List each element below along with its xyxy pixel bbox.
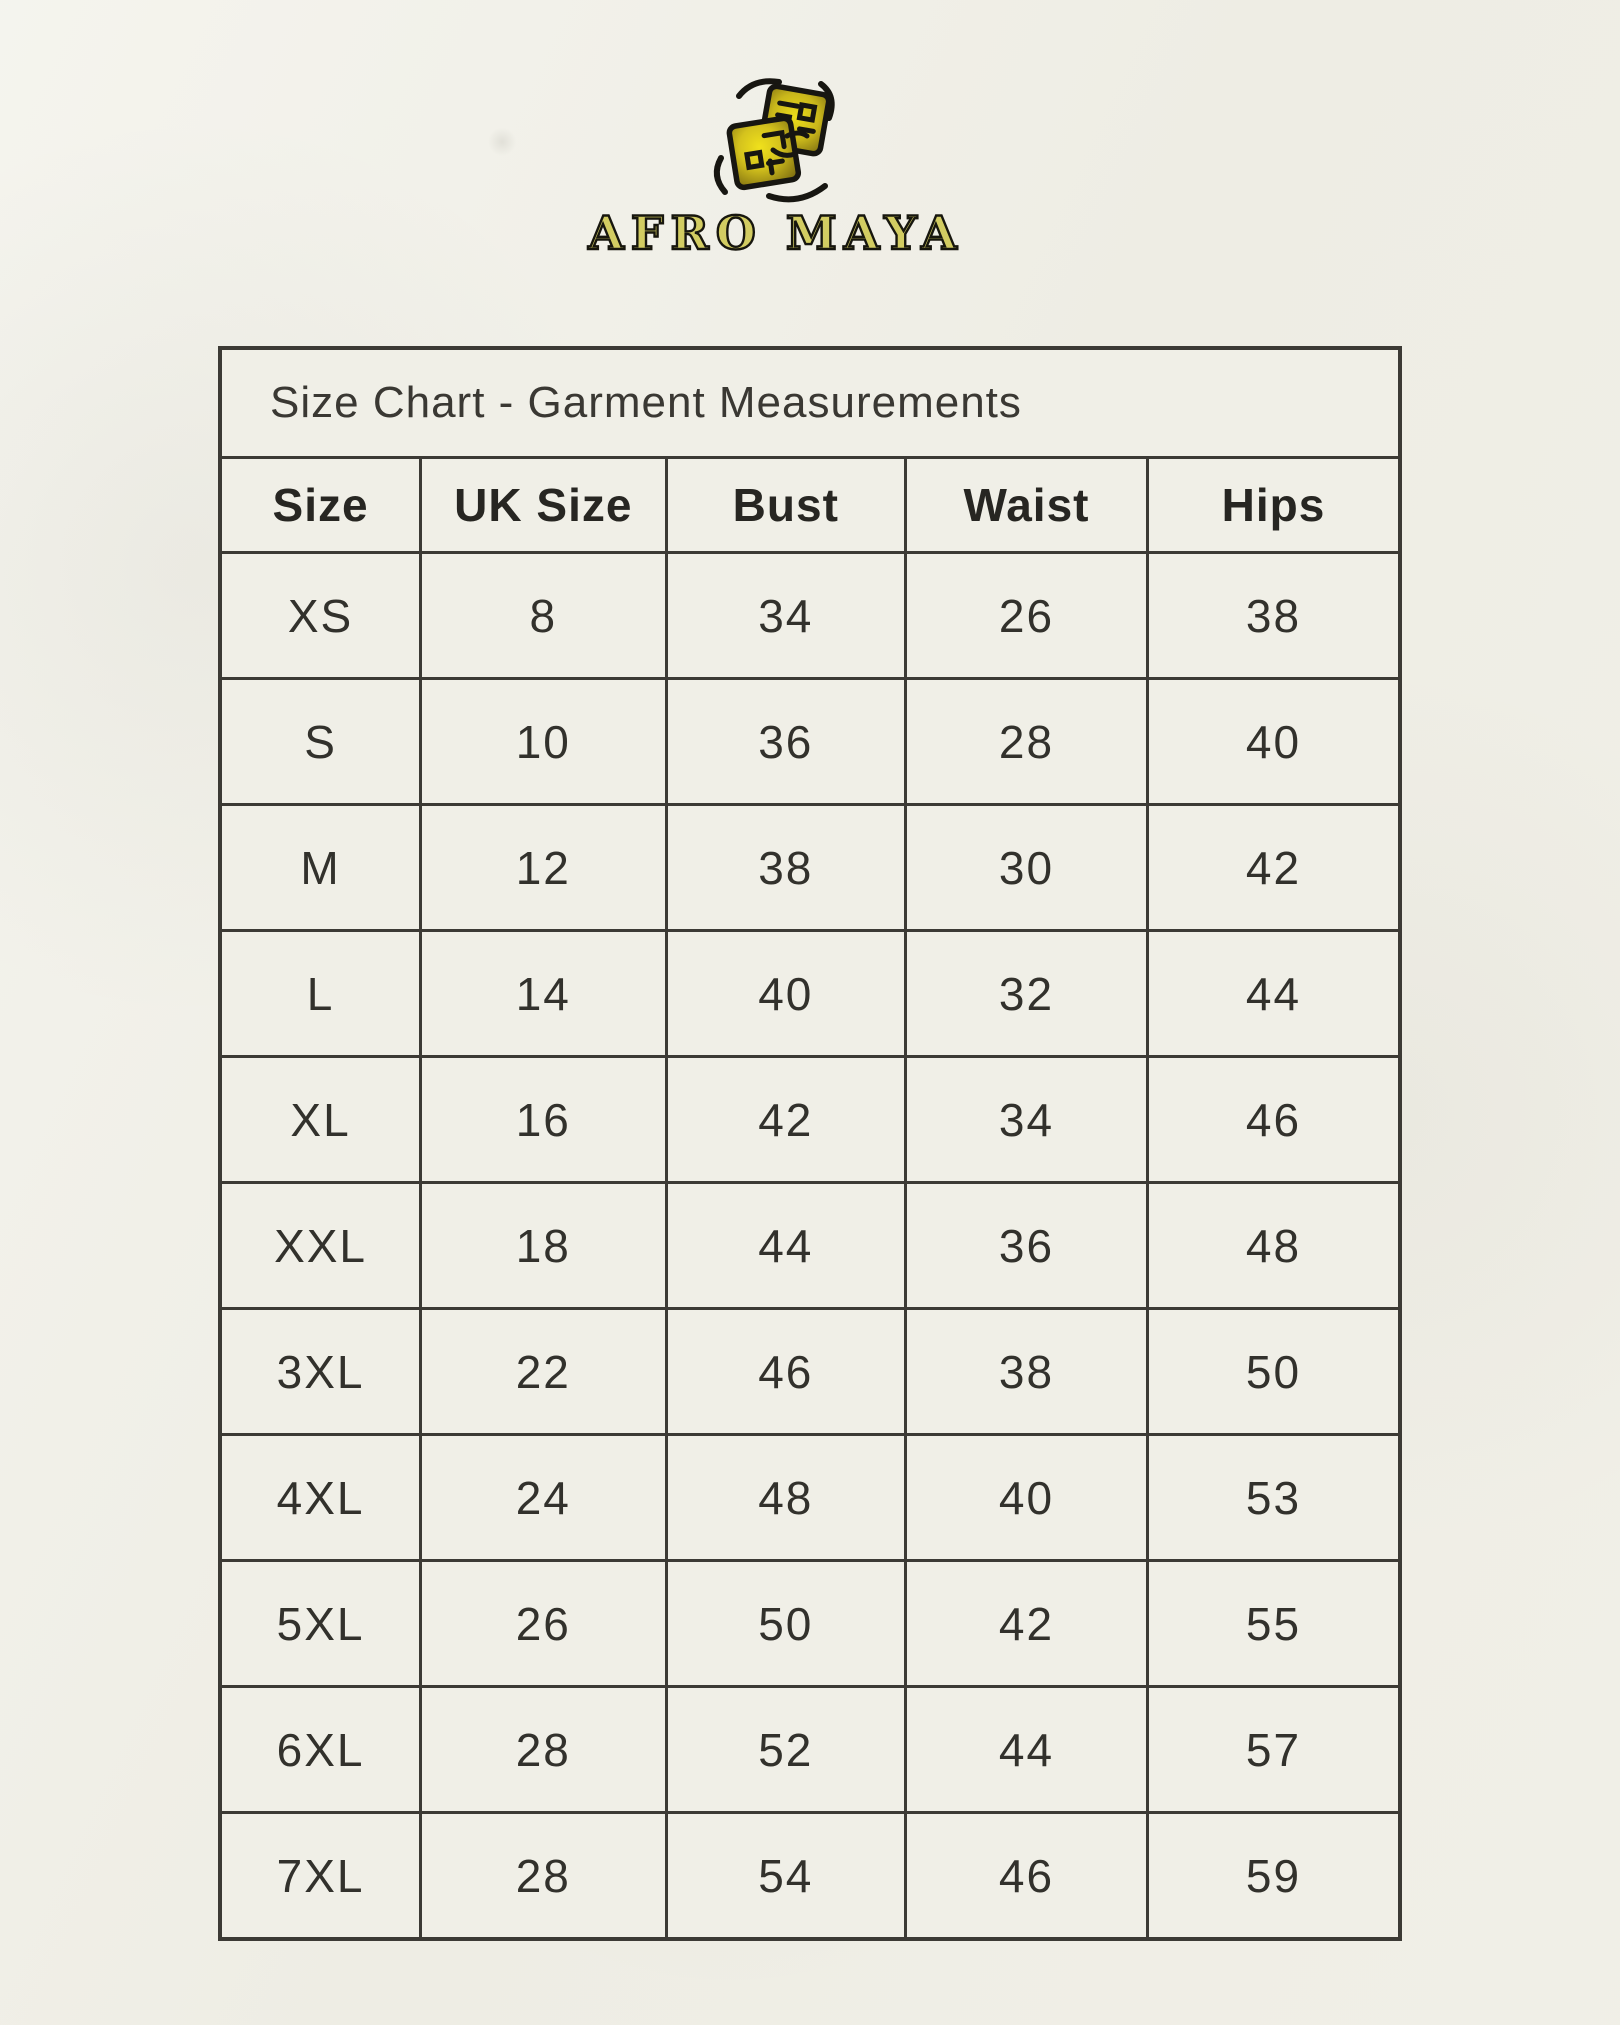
measurement-cell: 26 [906, 553, 1148, 679]
measurement-cell: 40 [666, 931, 906, 1057]
measurement-cell: 22 [421, 1309, 666, 1435]
measurement-cell: 50 [1147, 1309, 1400, 1435]
measurement-cell: 46 [906, 1813, 1148, 1940]
table-row [220, 1435, 1400, 1561]
table-title-row [220, 348, 1400, 458]
table-row [220, 931, 1400, 1057]
measurement-cell: 57 [1147, 1687, 1400, 1813]
brand-name: AFRO MAYA [588, 206, 964, 260]
measurement-cell: 14 [421, 931, 666, 1057]
measurement-cell: 46 [1147, 1057, 1400, 1183]
table-row [220, 1561, 1400, 1687]
column-header-uk-size: UK Size [421, 458, 666, 553]
measurement-cell: 32 [906, 931, 1148, 1057]
size-label-cell: M [220, 805, 421, 931]
table-row [220, 1687, 1400, 1813]
size-label-cell: 4XL [220, 1435, 421, 1561]
column-header-waist: Waist [906, 458, 1148, 553]
measurement-cell: 38 [1147, 553, 1400, 679]
measurement-cell: 40 [1147, 679, 1400, 805]
size-label-cell: XL [220, 1057, 421, 1183]
size-label-cell: S [220, 679, 421, 805]
measurement-cell: 44 [1147, 931, 1400, 1057]
measurement-cell: 48 [666, 1435, 906, 1561]
measurement-cell: 42 [906, 1561, 1148, 1687]
size-table-body [220, 553, 1400, 1940]
size-label-cell: 7XL [220, 1813, 421, 1940]
column-header-size: Size [220, 458, 421, 553]
table-row [220, 1183, 1400, 1309]
size-label-cell: 3XL [220, 1309, 421, 1435]
measurement-cell: 24 [421, 1435, 666, 1561]
size-label-cell: XXL [220, 1183, 421, 1309]
size-label-cell: 6XL [220, 1687, 421, 1813]
measurement-cell: 44 [906, 1687, 1148, 1813]
measurement-cell: 34 [906, 1057, 1148, 1183]
column-header-bust: Bust [666, 458, 906, 553]
measurement-cell: 48 [1147, 1183, 1400, 1309]
measurement-cell: 26 [421, 1561, 666, 1687]
measurement-cell: 28 [421, 1687, 666, 1813]
measurement-cell: 34 [666, 553, 906, 679]
measurement-cell: 40 [906, 1435, 1148, 1561]
table-title: Size Chart - Garment Measurements [220, 348, 1400, 458]
measurement-cell: 10 [421, 679, 666, 805]
table-row [220, 1309, 1400, 1435]
measurement-cell: 12 [421, 805, 666, 931]
measurement-cell: 42 [1147, 805, 1400, 931]
table-header-row [220, 458, 1400, 553]
column-header-hips: Hips [1147, 458, 1400, 553]
table-row [220, 553, 1400, 679]
measurement-cell: 18 [421, 1183, 666, 1309]
measurement-cell: 36 [666, 679, 906, 805]
size-label-cell: L [220, 931, 421, 1057]
measurement-cell: 30 [906, 805, 1148, 931]
measurement-cell: 59 [1147, 1813, 1400, 1940]
measurement-cell: 55 [1147, 1561, 1400, 1687]
measurement-cell: 36 [906, 1183, 1148, 1309]
size-label-cell: 5XL [220, 1561, 421, 1687]
measurement-cell: 28 [906, 679, 1148, 805]
brand-header [0, 0, 1586, 260]
size-chart-table [218, 346, 1402, 1941]
measurement-cell: 16 [421, 1057, 666, 1183]
measurement-cell: 44 [666, 1183, 906, 1309]
table-row [220, 679, 1400, 805]
measurement-cell: 8 [421, 553, 666, 679]
measurement-cell: 50 [666, 1561, 906, 1687]
table-row [220, 1813, 1400, 1940]
measurement-cell: 54 [666, 1813, 906, 1940]
afro-maya-logo-icon [703, 66, 849, 204]
measurement-cell: 53 [1147, 1435, 1400, 1561]
measurement-cell: 38 [666, 805, 906, 931]
measurement-cell: 28 [421, 1813, 666, 1940]
size-label-cell: XS [220, 553, 421, 679]
table-row [220, 1057, 1400, 1183]
measurement-cell: 52 [666, 1687, 906, 1813]
measurement-cell: 46 [666, 1309, 906, 1435]
table-row [220, 805, 1400, 931]
measurement-cell: 38 [906, 1309, 1148, 1435]
measurement-cell: 42 [666, 1057, 906, 1183]
